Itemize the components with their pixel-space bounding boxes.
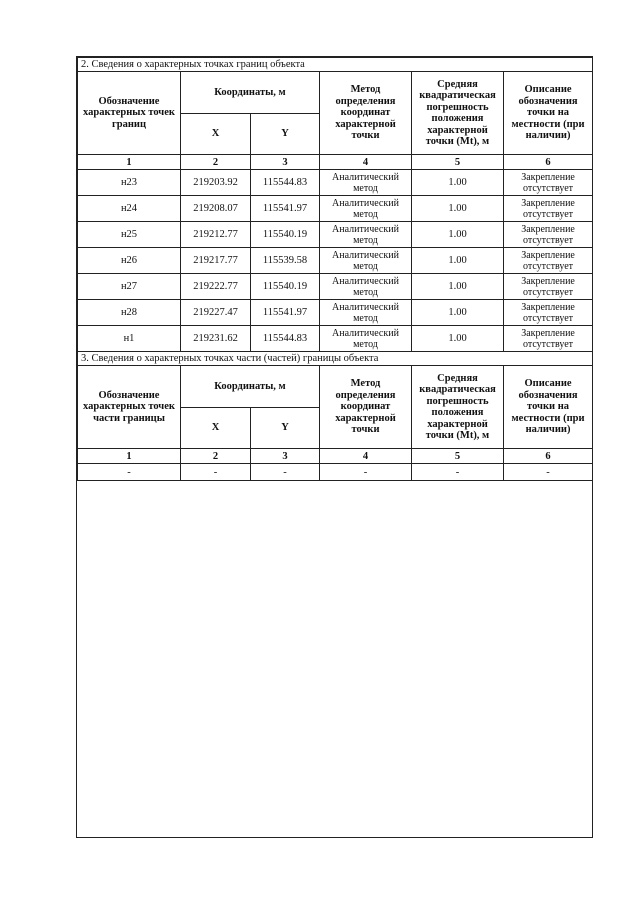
- document-page: [76, 56, 593, 838]
- coord-x: 219227.47: [181, 300, 251, 326]
- coord-y: 115544.83: [251, 170, 320, 196]
- table-row: [78, 300, 593, 326]
- point-name: н25: [78, 222, 181, 248]
- header-x: X: [181, 113, 251, 155]
- column-number: 2: [181, 155, 251, 170]
- coord-x: 219203.92: [181, 170, 251, 196]
- coord-x: 219231.62: [181, 326, 251, 352]
- header-method: Метод определения координат характерной точки: [320, 366, 412, 449]
- point-name: н1: [78, 326, 181, 352]
- description: Закрепление отсутствует: [504, 248, 593, 274]
- header-y: Y: [251, 113, 320, 155]
- accuracy: 1.00: [412, 300, 504, 326]
- coord-x: 219217.77: [181, 248, 251, 274]
- accuracy: 1.00: [412, 196, 504, 222]
- section2-title: 2. Сведения о характерных точках границ объекта: [78, 58, 593, 72]
- section2-column-numbers: [78, 155, 593, 170]
- section2-header-row: [78, 72, 593, 114]
- section3-header-row: [78, 366, 593, 408]
- description: Закрепление отсутствует: [504, 300, 593, 326]
- method: Аналитический метод: [320, 274, 412, 300]
- point-name: н24: [78, 196, 181, 222]
- coord-x: 219208.07: [181, 196, 251, 222]
- header-coordinates: Координаты, м: [181, 72, 320, 114]
- table-row: [78, 248, 593, 274]
- points-table: [77, 57, 593, 481]
- description: Закрепление отсутствует: [504, 274, 593, 300]
- column-number: 6: [504, 155, 593, 170]
- empty-cell: -: [412, 464, 504, 481]
- header-point-name: Обозначение характерных точек части границы: [78, 366, 181, 449]
- column-number: 5: [412, 155, 504, 170]
- empty-cell: -: [181, 464, 251, 481]
- point-name: н26: [78, 248, 181, 274]
- empty-cell: -: [504, 464, 593, 481]
- section3-title: 3. Сведения о характерных точках части (частей) границы объекта: [78, 352, 593, 366]
- accuracy: 1.00: [412, 222, 504, 248]
- method: Аналитический метод: [320, 248, 412, 274]
- header-method: Метод определения координат характерной точки: [320, 72, 412, 155]
- coord-x: 219212.77: [181, 222, 251, 248]
- header-accuracy: Средняя квадратическая погрешность положения характерной точки (Mt), м: [412, 366, 504, 449]
- point-name: н27: [78, 274, 181, 300]
- column-number: 1: [78, 449, 181, 464]
- coord-y: 115541.97: [251, 196, 320, 222]
- point-name: н28: [78, 300, 181, 326]
- header-coordinates: Координаты, м: [181, 366, 320, 408]
- method: Аналитический метод: [320, 326, 412, 352]
- column-number: 4: [320, 155, 412, 170]
- method: Аналитический метод: [320, 300, 412, 326]
- coord-y: 115541.97: [251, 300, 320, 326]
- table-row: [78, 170, 593, 196]
- coord-y: 115544.83: [251, 326, 320, 352]
- column-number: 2: [181, 449, 251, 464]
- point-name: н23: [78, 170, 181, 196]
- header-y: Y: [251, 407, 320, 449]
- section2-title-row: [78, 58, 593, 72]
- header-accuracy: Средняя квадратическая погрешность положения характерной точки (Mt), м: [412, 72, 504, 155]
- accuracy: 1.00: [412, 248, 504, 274]
- table-row: [78, 222, 593, 248]
- description: Закрепление отсутствует: [504, 326, 593, 352]
- accuracy: 1.00: [412, 326, 504, 352]
- header-description: Описание обозначения точки на местности (при наличии): [504, 72, 593, 155]
- method: Аналитический метод: [320, 170, 412, 196]
- section3-body: [78, 352, 593, 481]
- header-point-name: Обозначение характерных точек границ: [78, 72, 181, 155]
- description: Закрепление отсутствует: [504, 196, 593, 222]
- section3-title-row: [78, 352, 593, 366]
- table-row: [78, 464, 593, 481]
- section3-column-numbers: [78, 449, 593, 464]
- table-row: [78, 196, 593, 222]
- description: Закрепление отсутствует: [504, 222, 593, 248]
- column-number: 3: [251, 155, 320, 170]
- empty-cell: -: [320, 464, 412, 481]
- coord-y: 115540.19: [251, 274, 320, 300]
- coord-y: 115539.58: [251, 248, 320, 274]
- column-number: 4: [320, 449, 412, 464]
- accuracy: 1.00: [412, 274, 504, 300]
- coord-x: 219222.77: [181, 274, 251, 300]
- header-x: X: [181, 407, 251, 449]
- column-number: 6: [504, 449, 593, 464]
- description: Закрепление отсутствует: [504, 170, 593, 196]
- accuracy: 1.00: [412, 170, 504, 196]
- empty-cell: -: [78, 464, 181, 481]
- table-row: [78, 326, 593, 352]
- method: Аналитический метод: [320, 196, 412, 222]
- section2-body: [78, 58, 593, 352]
- empty-cell: -: [251, 464, 320, 481]
- column-number: 5: [412, 449, 504, 464]
- header-description: Описание обозначения точки на местности (при наличии): [504, 366, 593, 449]
- coord-y: 115540.19: [251, 222, 320, 248]
- column-number: 3: [251, 449, 320, 464]
- column-number: 1: [78, 155, 181, 170]
- table-row: [78, 274, 593, 300]
- method: Аналитический метод: [320, 222, 412, 248]
